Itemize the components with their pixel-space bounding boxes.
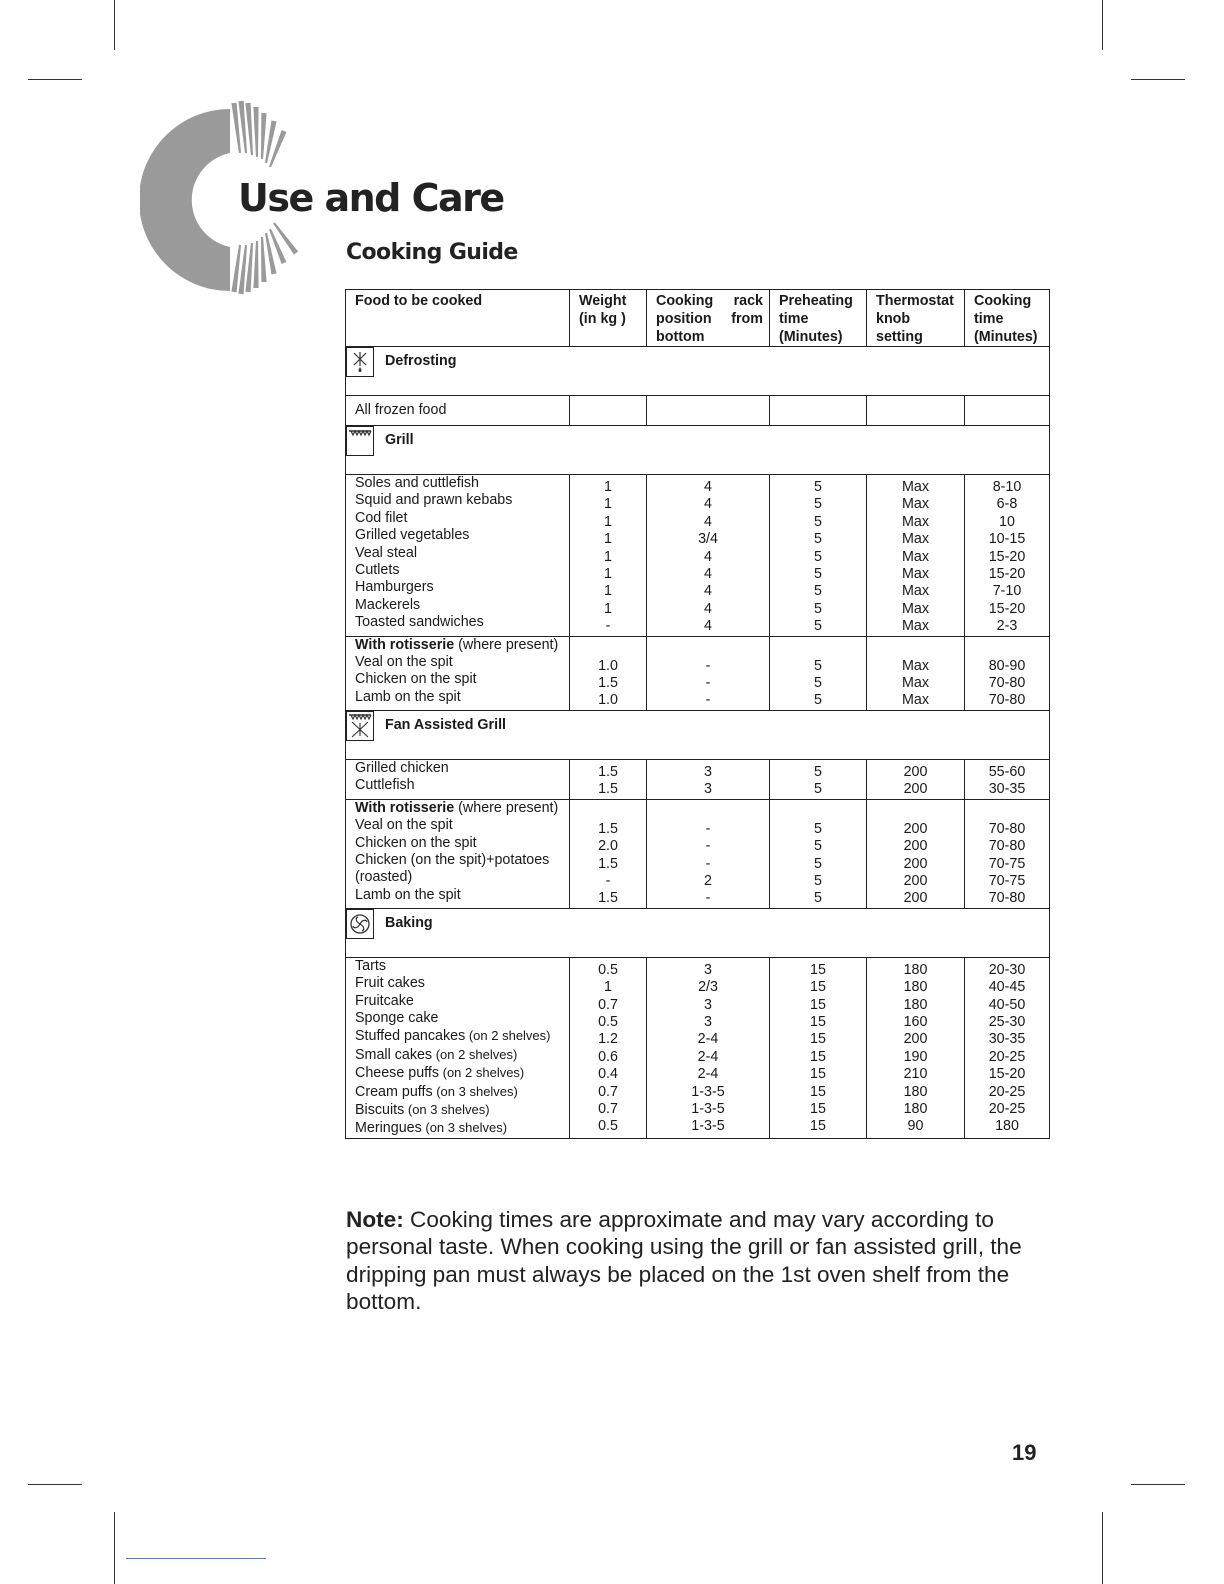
table-cell: 30-35 — [988, 781, 1026, 798]
table-cell: 1.5 — [598, 855, 618, 872]
col-header-thermostat: Thermostat knob setting — [867, 290, 965, 347]
table-cell: 210 — [903, 1066, 928, 1083]
table-cell: 2.0 — [598, 838, 618, 855]
table-cell: 15 — [810, 979, 826, 996]
table-cell: 15-20 — [988, 566, 1026, 583]
table-cell: Max — [901, 513, 929, 530]
thermostat-list — [867, 799, 965, 908]
section-row-baking — [346, 908, 1050, 957]
table-cell: 15-20 — [988, 548, 1026, 565]
table-cell: 5 — [814, 618, 822, 635]
table-cell: Max — [901, 496, 929, 513]
table-cell: 1 — [604, 583, 612, 600]
table-cell: 3 — [704, 1013, 712, 1030]
thermostat-list — [867, 475, 965, 637]
table-cell: 15 — [810, 961, 826, 978]
rack-list — [647, 759, 770, 799]
food-list — [346, 957, 570, 1138]
rack-list — [647, 475, 770, 637]
cooking-time-list — [965, 475, 1050, 637]
table-header-row — [346, 290, 1050, 347]
food-item: Grilled chicken — [355, 759, 449, 776]
shelves-note: (on 2 shelves) — [465, 1028, 551, 1044]
table-cell: 0.5 — [598, 1118, 618, 1135]
table-cell: 15-20 — [988, 1066, 1026, 1083]
table-cell: 70-75 — [988, 872, 1026, 889]
logo-ray — [253, 241, 258, 288]
table-cell: 55-60 — [988, 763, 1026, 780]
table-cell: 70-80 — [988, 890, 1026, 907]
food-item: Chicken on the spit — [355, 834, 477, 851]
food-item: Mackerels — [355, 596, 421, 613]
food-list — [346, 636, 570, 710]
table-cell: 5 — [814, 600, 822, 617]
table-cell: 70-80 — [988, 692, 1026, 709]
table-cell: - — [605, 872, 611, 889]
baking-fan-icon — [346, 909, 374, 939]
table-cell: 2-4 — [697, 1048, 719, 1065]
table-cell: 5 — [814, 820, 822, 837]
table-cell: 5 — [814, 855, 822, 872]
crop-mark — [1131, 79, 1185, 80]
table-cell: 200 — [903, 820, 928, 837]
table-cell: - — [705, 855, 711, 872]
table-cell: 1.5 — [598, 820, 618, 837]
logo-ray — [253, 107, 258, 157]
table-row-group — [346, 799, 1050, 908]
table-cell: 0.5 — [598, 961, 618, 978]
table-cell: 0.4 — [598, 1066, 618, 1083]
table-cell: 200 — [903, 781, 928, 798]
table-cell: 15 — [810, 1100, 826, 1117]
shelves-note: (on 2 shelves) — [432, 1046, 518, 1062]
table-cell: 20-30 — [988, 961, 1026, 978]
food-item: Veal on the spit — [355, 654, 453, 671]
table-cell: 5 — [814, 548, 822, 565]
food-item: Toasted sandwiches — [355, 614, 484, 631]
food-item: Cuttlefish — [355, 777, 415, 794]
table-cell: 15 — [810, 1118, 826, 1135]
preheat-list — [770, 759, 867, 799]
thermostat-list — [867, 636, 965, 710]
food-item: Sponge cake — [355, 1009, 439, 1026]
section-label: Grill — [385, 432, 414, 449]
table-cell: Max — [901, 600, 929, 617]
shelves-note: (on 3 shelves) — [404, 1101, 490, 1117]
food-list — [346, 759, 570, 799]
cooking-time-list — [965, 957, 1050, 1138]
food-item: Tarts — [355, 957, 386, 974]
table-cell: 15 — [810, 996, 826, 1013]
table-cell: - — [705, 692, 711, 709]
table-cell: 5 — [814, 479, 822, 495]
crop-mark — [126, 1558, 266, 1559]
section-label: Defrosting — [385, 353, 457, 370]
crop-mark — [1102, 0, 1103, 50]
table-cell: 15 — [810, 1013, 826, 1030]
table-cell: 1.0 — [598, 657, 618, 674]
table-cell: 5 — [814, 763, 822, 780]
defrost-icon — [346, 347, 374, 377]
table-cell: 180 — [903, 1083, 928, 1100]
table-cell: Max — [901, 618, 929, 635]
table-cell: 1 — [604, 496, 612, 513]
logo-ray — [261, 113, 267, 159]
table-cell: 5 — [814, 872, 822, 889]
table-cell: 0.7 — [598, 996, 618, 1013]
food-item: Veal on the spit — [355, 817, 453, 834]
crop-mark — [114, 1512, 115, 1584]
table-cell: 70-80 — [988, 820, 1026, 837]
food-item: Chicken on the spit — [355, 671, 477, 688]
rotisserie-note: (where present) — [458, 799, 559, 816]
rack-list — [647, 636, 770, 710]
table-cell: 4 — [704, 513, 712, 530]
food-item: Fruitcake — [355, 992, 414, 1009]
table-cell: - — [705, 820, 711, 837]
section-row-fan-grill — [346, 710, 1050, 759]
table-cell: 10 — [999, 513, 1015, 530]
table-cell: 4 — [704, 600, 712, 617]
table-cell: 3 — [704, 996, 712, 1013]
preheat-list — [770, 799, 867, 908]
table-cell: Max — [901, 675, 929, 692]
rotisserie-note: (where present) — [458, 636, 559, 653]
table-cell: 200 — [903, 838, 928, 855]
table-cell: 15 — [810, 1066, 826, 1083]
table-cell: 10-15 — [988, 531, 1026, 548]
crop-mark — [114, 0, 115, 50]
table-cell: 90 — [907, 1118, 924, 1135]
page-number: 19 — [1012, 1440, 1037, 1465]
preheat-list — [770, 636, 867, 710]
table-cell: 1 — [604, 531, 612, 548]
food-item: Stuffed pancakes (on 2 shelves) — [355, 1028, 551, 1045]
table-cell: 30-35 — [988, 1031, 1026, 1048]
fan-grill-icon — [346, 711, 374, 741]
table-cell: 5 — [814, 781, 822, 798]
table-cell: 180 — [903, 979, 928, 996]
table-cell: 5 — [814, 692, 822, 709]
table-cell: 180 — [903, 961, 928, 978]
table-cell: 200 — [903, 872, 928, 889]
table-cell: 5 — [814, 496, 822, 513]
food-item: Meringues (on 3 shelves) — [355, 1120, 508, 1137]
table-cell: 5 — [814, 566, 822, 583]
preheat-list — [770, 475, 867, 637]
table-cell: 5 — [814, 583, 822, 600]
table-cell: 70-80 — [988, 675, 1026, 692]
table-cell: 1.2 — [598, 1031, 618, 1048]
table-cell: 15 — [810, 1083, 826, 1100]
table-row — [346, 396, 1050, 426]
table-cell: 4 — [704, 583, 712, 600]
table-cell: 4 — [704, 548, 712, 565]
table-cell: - — [705, 657, 711, 674]
table-cell: 1 — [604, 566, 612, 583]
table-cell: Max — [901, 657, 929, 674]
food-item: Veal steal — [355, 544, 417, 561]
table-cell: 1.5 — [598, 675, 618, 692]
food-item: (roasted) — [355, 869, 413, 886]
table-cell: 8-10 — [992, 479, 1022, 495]
grill-icon — [346, 426, 374, 456]
table-cell: 1-3-5 — [691, 1083, 725, 1100]
table-cell: Max — [901, 692, 929, 709]
table-cell: 5 — [814, 890, 822, 907]
page-title: Use and Care — [238, 176, 504, 220]
col-header-preheat: Preheating time (Minutes) — [770, 290, 867, 347]
table-cell: 40-50 — [988, 996, 1026, 1013]
table-cell: 1.5 — [598, 890, 618, 907]
cooking-time-list — [965, 759, 1050, 799]
table-cell: 5 — [814, 838, 822, 855]
table-cell: 15 — [810, 1031, 826, 1048]
weight-list — [570, 636, 647, 710]
section-title: Cooking Guide — [346, 240, 518, 265]
table-cell: 0.5 — [598, 1013, 618, 1030]
table-cell: 3 — [704, 961, 712, 978]
table-cell: 80-90 — [988, 657, 1026, 674]
cooking-guide-table — [345, 289, 1050, 1139]
table-cell: 4 — [704, 496, 712, 513]
thermostat-list — [867, 957, 965, 1138]
section-row-defrosting — [346, 347, 1050, 396]
table-row-group — [346, 759, 1050, 799]
table-cell: 200 — [903, 1031, 928, 1048]
table-cell: 1 — [604, 600, 612, 617]
table-cell: 5 — [814, 531, 822, 548]
table-cell: 6-8 — [996, 496, 1018, 513]
table-cell: - — [705, 838, 711, 855]
table-row-group — [346, 475, 1050, 637]
table-cell: 180 — [903, 1100, 928, 1117]
table-cell: 1 — [604, 979, 612, 996]
table-cell: 15 — [810, 1048, 826, 1065]
table-cell: 200 — [903, 763, 928, 780]
table-cell: 2-3 — [996, 618, 1018, 635]
table-cell: 0.7 — [598, 1100, 618, 1117]
table-cell: 3 — [704, 763, 712, 780]
table-cell: 7-10 — [992, 583, 1022, 600]
food-item: Grilled vegetables — [355, 527, 470, 544]
food-list — [346, 799, 570, 908]
shelves-note: (on 3 shelves) — [432, 1083, 518, 1099]
note-label: Note: — [346, 1207, 404, 1232]
table-cell: 2 — [704, 872, 712, 889]
food-item: Cod filet — [355, 509, 408, 526]
table-cell: 0.7 — [598, 1083, 618, 1100]
col-header-food: Food to be cooked — [346, 290, 570, 347]
food-item: Cream puffs (on 3 shelves) — [355, 1083, 518, 1100]
table-cell: 4 — [704, 618, 712, 635]
food-list — [346, 475, 570, 637]
table-cell: - — [705, 675, 711, 692]
table-cell: 1-3-5 — [691, 1100, 725, 1117]
note-text: Cooking times are approximate and may vary according to personal taste. When cooking using the grill or fan assisted grill, the dripping pan must always be placed on the 1st oven shelf from the bottom. — [346, 1207, 1022, 1314]
table-cell: 190 — [903, 1048, 928, 1065]
section-label: Baking — [385, 915, 433, 932]
section-label: Fan Assisted Grill — [385, 717, 507, 734]
rack-list — [647, 957, 770, 1138]
table-cell: 0.6 — [598, 1048, 618, 1065]
rotisserie-label: With rotisserie — [355, 636, 455, 653]
table-cell: - — [605, 618, 611, 635]
table-cell: 200 — [903, 890, 928, 907]
cooking-time-list — [965, 799, 1050, 908]
table-cell: 1 — [604, 479, 612, 495]
table-cell: 20-25 — [988, 1083, 1026, 1100]
rack-list — [647, 799, 770, 908]
table-cell: 5 — [814, 675, 822, 692]
food-item: Lamb on the spit — [355, 886, 461, 903]
table-cell: 1-3-5 — [691, 1118, 725, 1135]
thermostat-list — [867, 759, 965, 799]
table-cell: 4 — [704, 566, 712, 583]
food-item: Chicken (on the spit)+potatoes — [355, 851, 550, 868]
food-item: Squid and prawn kebabs — [355, 492, 513, 509]
table-cell: Max — [901, 479, 929, 495]
crop-mark — [28, 79, 82, 80]
table-cell: Max — [901, 583, 929, 600]
table-cell: 70-75 — [988, 855, 1026, 872]
note-paragraph — [346, 1206, 1046, 1315]
table-cell: 3/4 — [698, 531, 718, 548]
table-cell: Max — [901, 566, 929, 583]
food-item: Cutlets — [355, 562, 400, 579]
table-cell: 180 — [903, 996, 928, 1013]
table-cell: - — [705, 890, 711, 907]
table-cell: 25-30 — [988, 1013, 1026, 1030]
table-cell: Max — [901, 548, 929, 565]
table-row-group — [346, 957, 1050, 1138]
col-header-weight: Weight (in kg ) — [570, 290, 647, 347]
weight-list — [570, 759, 647, 799]
table-cell: 2/3 — [698, 979, 718, 996]
table-cell: 20-25 — [988, 1100, 1026, 1117]
food-item: Lamb on the spit — [355, 688, 461, 705]
table-row-group — [346, 636, 1050, 710]
col-header-rack: Cooking rack position from bottom — [647, 290, 770, 347]
table-cell: 160 — [903, 1013, 928, 1030]
food-item: Hamburgers — [355, 579, 434, 596]
table-cell: 1 — [604, 548, 612, 565]
food-item: Fruit cakes — [355, 975, 425, 992]
table-cell: 180 — [995, 1118, 1019, 1135]
food-item: Biscuits (on 3 shelves) — [355, 1101, 490, 1118]
table-cell: 2-4 — [697, 1031, 719, 1048]
table-cell: 70-80 — [988, 838, 1026, 855]
col-header-cooking-time: Cooking time (Minutes) — [965, 290, 1050, 347]
food-cell: All frozen food — [346, 396, 570, 426]
table-cell: 200 — [903, 855, 928, 872]
food-item: Small cakes (on 2 shelves) — [355, 1046, 518, 1063]
table-cell: 5 — [814, 513, 822, 530]
food-item: Cheese puffs (on 2 shelves) — [355, 1065, 525, 1082]
crop-mark — [1102, 1512, 1103, 1584]
shelves-note: (on 3 shelves) — [421, 1120, 508, 1136]
table-cell: Max — [901, 531, 929, 548]
table-cell: 1 — [604, 513, 612, 530]
cooking-time-list — [965, 636, 1050, 710]
table-cell: 40-45 — [988, 979, 1026, 996]
logo-ray — [261, 237, 267, 282]
preheat-list — [770, 957, 867, 1138]
table-cell: 1.5 — [598, 781, 618, 798]
food-item: Soles and cuttlefish — [355, 475, 479, 491]
table-cell: 2-4 — [697, 1066, 719, 1083]
rotisserie-label: With rotisserie — [355, 799, 455, 816]
table-cell: 1.0 — [598, 692, 618, 709]
shelves-note: (on 2 shelves) — [439, 1065, 525, 1081]
table-cell: 5 — [814, 657, 822, 674]
crop-mark — [1131, 1484, 1185, 1485]
table-cell: 1.5 — [598, 763, 618, 780]
weight-list — [570, 799, 647, 908]
table-cell: 3 — [704, 781, 712, 798]
table-cell: 4 — [704, 479, 712, 495]
weight-list — [570, 957, 647, 1138]
table-cell: 20-25 — [988, 1048, 1026, 1065]
table-cell: 15-20 — [988, 600, 1026, 617]
section-row-grill — [346, 426, 1050, 475]
crop-mark — [28, 1484, 82, 1485]
weight-list — [570, 475, 647, 637]
